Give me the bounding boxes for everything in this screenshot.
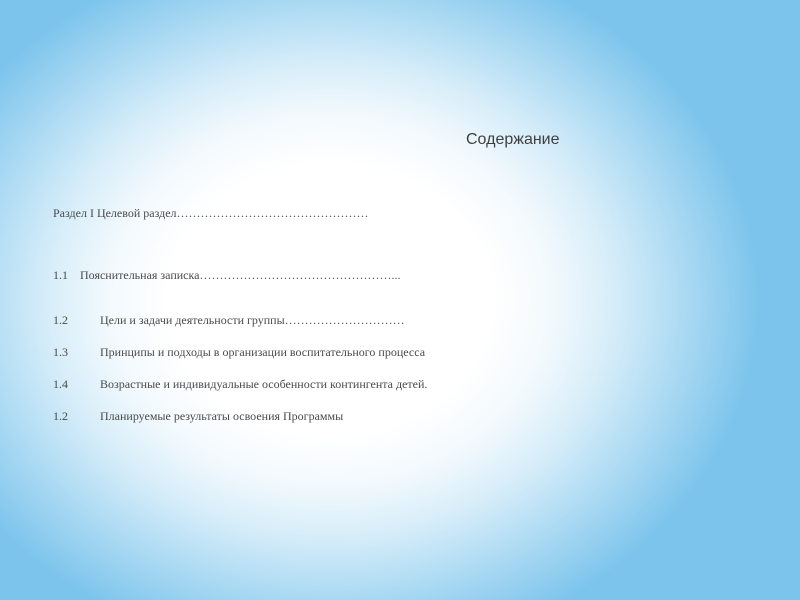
toc-section-heading: Раздел I Целевой раздел………………………………………… <box>53 206 369 220</box>
toc-item-text: Планируемые результаты освоения Программы <box>100 409 344 423</box>
toc-item <box>53 345 425 359</box>
toc-item <box>53 409 343 423</box>
toc-item-text: Пояснительная записка…………………………………………... <box>80 268 401 282</box>
toc-item <box>53 313 405 327</box>
toc-item-text: Цели и задачи деятельности группы………………………… <box>100 313 405 327</box>
toc-item-number: 1.3 <box>53 345 68 359</box>
toc-item-number: 1.2 <box>53 409 68 423</box>
toc-item <box>53 268 400 282</box>
toc-item-number: 1.2 <box>53 313 68 327</box>
toc-item-text: Возрастные и индивидуальные особенности контингента детей. <box>100 377 428 391</box>
toc-item-text: Принципы и подходы в организации воспитательного процесса <box>100 345 426 359</box>
slide-title: Содержание <box>466 131 560 148</box>
toc-item <box>53 377 427 391</box>
toc-item-number: 1.4 <box>53 377 68 391</box>
toc-item-number: 1.1 <box>53 268 68 282</box>
